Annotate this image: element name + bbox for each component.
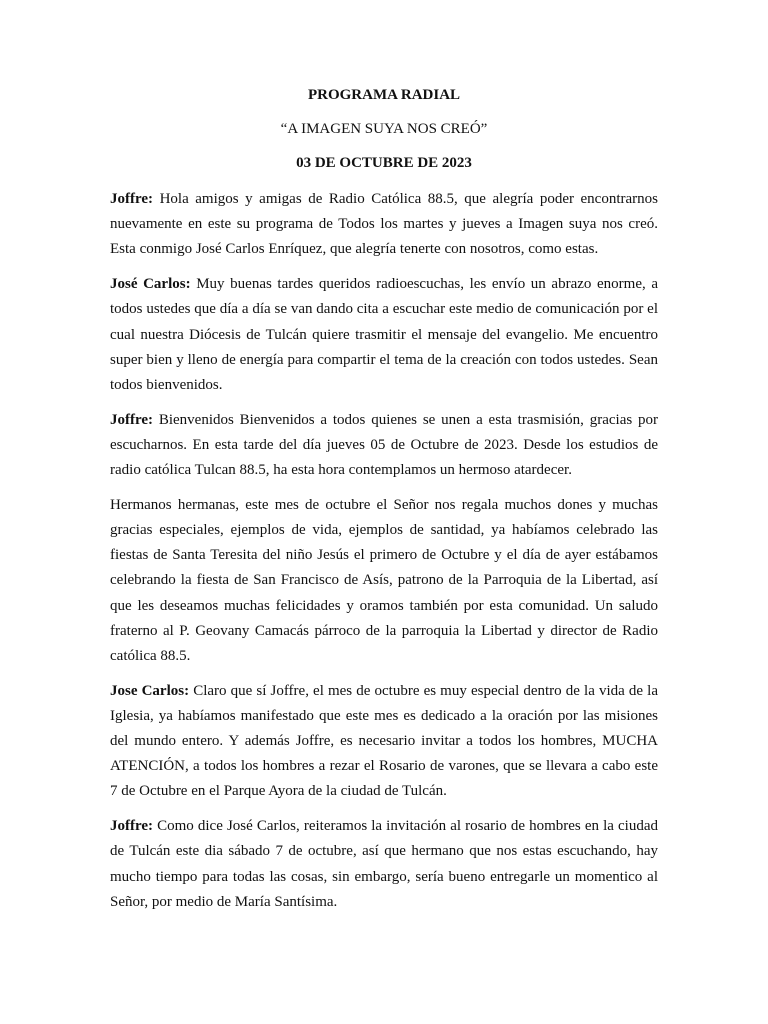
speaker-label: Joffre: (110, 411, 154, 428)
paragraph-text: Muy buenas tardes queridos radioescuchas, les envío un abrazo enorme, a todos ustedes que día a día se van dando cita a escuchar este medio de comunicación por el cual nuestra Diócesis de Tulcán quiere trasmitir el mensaje del evangelio. Me encuentro super bien y lleno de energía para compartir el tema de la creación con todos ustedes. Sean todos bienvenidos. (110, 276, 658, 393)
paragraph-text: Hermanos hermanas, este mes de octubre el Señor nos regala muchos dones y muchas gracias especiales, ejemplos de vida, ejemplos de santidad, ya habíamos celebrado las fiestas de Santa Teresita del niño Jesús el primero de Octubre y el día de ayer estábamos celebrando la fiesta de San Francisco de Asís, patrono de la Parroquia de la Libertad, así que les deseamos muchas felicidades y oramos también por esta comunidad. Un saludo fraterno al P. Geovany Camacás párroco de la parroquia la Libertad y director de Radio católica 88.5. (110, 496, 658, 664)
paragraph-3 (110, 408, 658, 484)
paragraph-text: Claro que sí Joffre, el mes de octubre es muy especial dentro de la vida de la Iglesia, ya habíamos manifestado que este mes es dedicado a la oración por las misiones del mundo entero. Y además Joffre, es necesario invitar a todos los hombres, MUCHA ATENCIÓN, a todos los hombres a rezar el Rosario de varones, que se llevara a cabo este 7 de Octubre en el Parque Ayora de la ciudad de Tulcán. (110, 682, 658, 800)
paragraph-6 (110, 814, 658, 915)
paragraph-text: Hola amigos y amigas de Radio Católica 88.5, que alegría poder encontrarnos nuevamente en este su programa de Todos los martes y jueves a Imagen suya nos creó. Esta conmigo José Carlos Enríquez, que alegría tenerte con nosotros, como estas. (110, 191, 658, 258)
speaker-label: Joffre: (110, 818, 154, 835)
paragraph-text: Bienvenidos Bienvenidos a todos quienes se unen a esta trasmisión, gracias por escucharnos. En esta tarde del día jueves 05 de Octubre de 2023. Desde los estudios de radio católica Tulcan 88.5, ha esta hora contemplamos un hermoso atardecer. (110, 411, 658, 479)
speaker-label: José Carlos: (110, 276, 191, 293)
paragraph-1 (110, 187, 658, 263)
paragraph-text: Como dice José Carlos, reiteramos la invitación al rosario de hombres en la ciudad de Tulcán este dia sábado 7 de octubre, así que hermano que nos estas escuchando, hay mucho tiempo para todas las cosas, sin embargo, sería bueno entregarle un momentico al Señor, por medio de María Santísima. (110, 818, 658, 910)
paragraph-5 (110, 679, 658, 805)
speaker-label: Jose Carlos: (110, 682, 190, 699)
document-subtitle: “A IMAGEN SUYA NOS CREÓ” (280, 121, 488, 137)
paragraph-2 (110, 272, 658, 398)
document-title: PROGRAMA RADIAL (307, 87, 461, 103)
paragraph-4 (110, 493, 658, 669)
document-page (110, 85, 658, 924)
document-date: 03 DE OCTUBRE DE 2023 (296, 155, 472, 171)
speaker-label: Joffre: (110, 191, 154, 207)
